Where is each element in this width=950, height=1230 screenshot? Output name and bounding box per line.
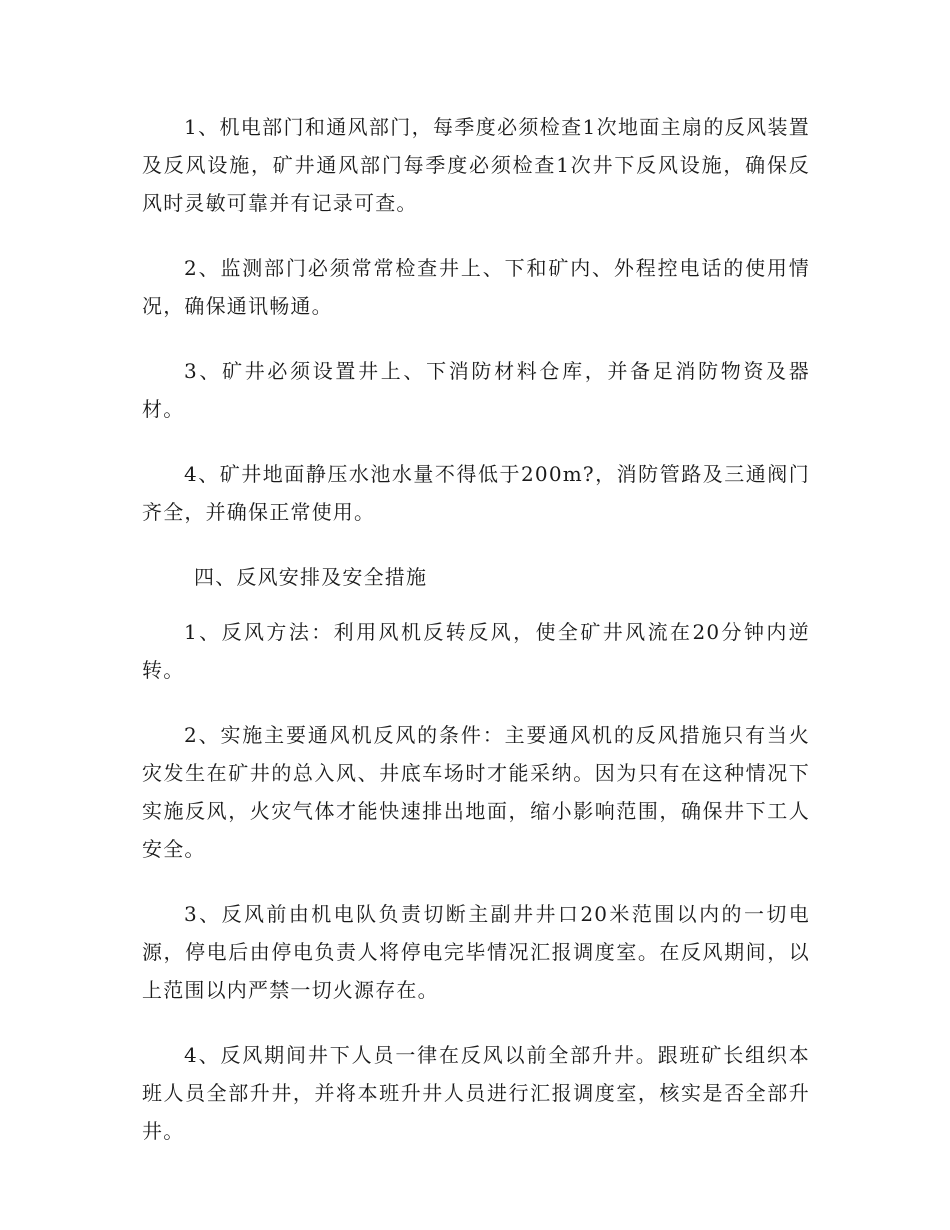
document-body [142,108,810,1177]
section-paragraph-4: 4、反风期间井下人员一律在反风以前全部升井。跟班矿长组织本班人员全部升井，并将本班升井人员进行汇报调度室，核实是否全部升井。 [142,1043,810,1143]
section-paragraph-1: 1、反风方法：利用风机反转反风，使全矿井风流在20分钟内逆转。 [142,620,810,682]
section-paragraph-2: 2、实施主要通风机反风的条件：主要通风机的反风措施只有当火灾发生在矿井的总入风、井底车场时才能采纳。因为只有在这种情况下实施反风，火灾气体才能快速排出地面，缩小影响范围，确保井下工人安全。 [142,723,810,861]
paragraph-4: 4、矿井地面静压水池水量不得低于200m?，消防管路及三通阀门齐全，并确保正常使用。 [142,462,810,524]
section-heading: 四、反风安排及安全措施 [194,565,428,589]
paragraph-3: 3、矿井必须设置井上、下消防材料仓库，并备足消防物资及器材。 [142,359,810,421]
paragraph-1: 1、机电部门和通风部门，每季度必须检查1次地面主扇的反风装置及反风设施，矿井通风部门每季度必须检查1次井下反风设施，确保反风时灵敏可靠并有记录可查。 [142,115,810,215]
paragraph-2: 2、监测部门必须常常检查井上、下和矿内、外程控电话的使用情况，确保通讯畅通。 [142,256,810,318]
section-paragraph-3: 3、反风前由机电队负责切断主副井井口20米范围以内的一切电源，停电后由停电负责人将停电完毕情况汇报调度室。在反风期间，以上范围以内严禁一切火源存在。 [142,902,810,1002]
